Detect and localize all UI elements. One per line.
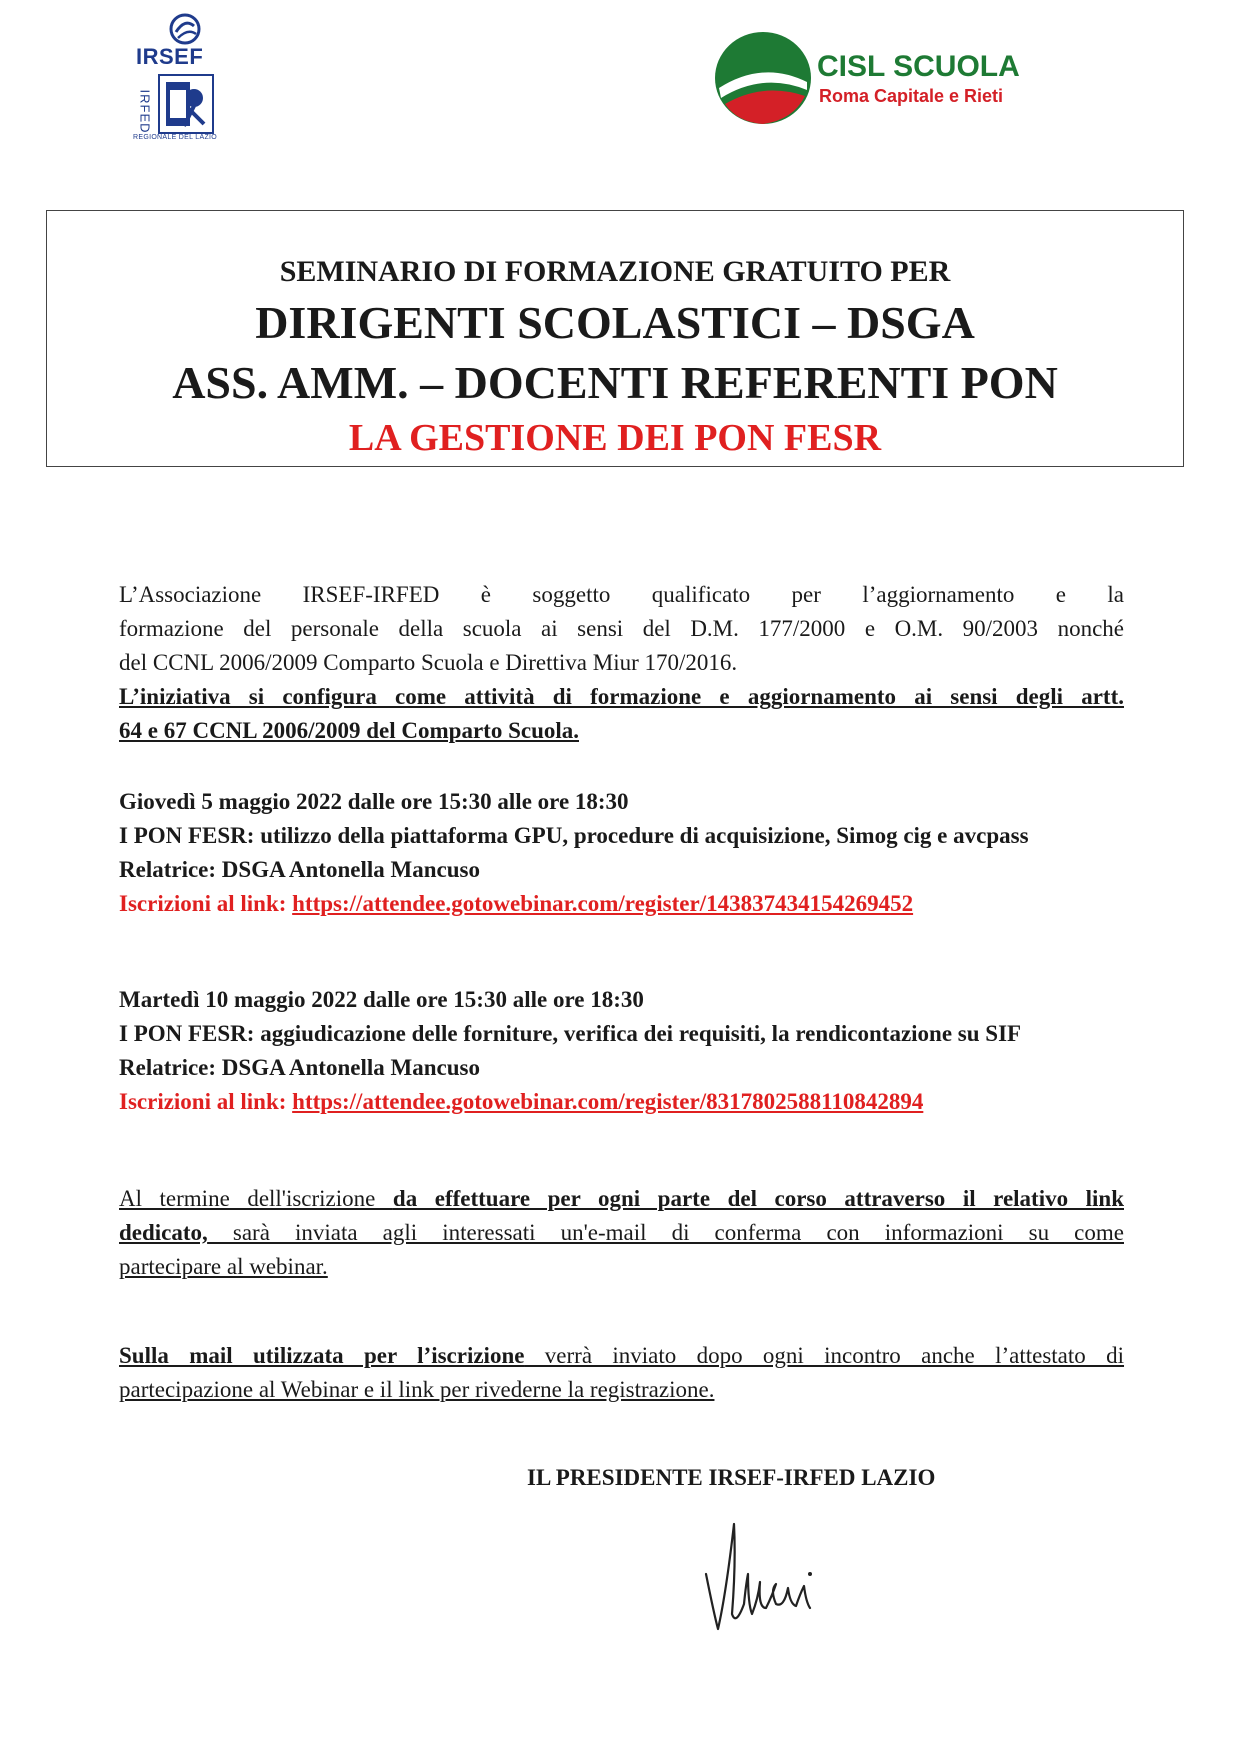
irsef-region-label: REGIONALE DEL LAZIO bbox=[133, 134, 218, 141]
closing2-part-a: Sulla mail utilizzata per l’iscrizione bbox=[119, 1343, 525, 1368]
irsef-irfed-logo bbox=[128, 12, 228, 140]
closing1-part-c: dedicato, bbox=[119, 1220, 208, 1245]
intro-line-underlined: 64 e 67 CCNL 2006/2009 del Comparto Scuola. bbox=[119, 718, 579, 743]
session-link-label: Iscrizioni al link: bbox=[119, 1089, 293, 1114]
session-2 bbox=[119, 983, 1124, 1119]
session-topic: I PON FESR: aggiudicazione delle forniture, verifica dei requisiti, la rendicontazione su SIF bbox=[119, 1021, 1022, 1046]
intro-line-underlined: L’iniziativa si configura come attività di formazione e aggiornamento ai sensi degli artt. bbox=[119, 684, 1124, 709]
irfed-wordmark: IRFED bbox=[137, 89, 153, 134]
session-topic: I PON FESR: utilizzo della piattaforma GPU, procedure di acquisizione, Simog cig e avcpass bbox=[119, 823, 1029, 848]
irsef-wordmark: IRSEF bbox=[136, 44, 204, 69]
irsef-swirl-icon bbox=[168, 12, 202, 46]
intro-line: formazione del personale della scuola ai sensi del D.M. 177/2000 e O.M. 90/2003 nonché bbox=[119, 616, 1124, 641]
session-speaker: Relatrice: DSGA Antonella Mancuso bbox=[119, 857, 480, 882]
cisl-name: CISL SCUOLA bbox=[817, 50, 1020, 83]
session-speaker: Relatrice: DSGA Antonella Mancuso bbox=[119, 1055, 480, 1080]
title-line-2: DIRIGENTI SCOLASTICI – DSGA bbox=[255, 297, 975, 348]
intro-line: del CCNL 2006/2009 Comparto Scuola e Direttiva Miur 170/2016. bbox=[119, 650, 738, 675]
closing2-part-b: verrà inviato dopo ogni incontro anche l’attestato di bbox=[524, 1343, 1125, 1368]
closing-paragraph-1 bbox=[119, 1182, 1124, 1284]
title-line-1: SEMINARIO DI FORMAZIONE GRATUITO PER bbox=[279, 255, 951, 288]
registration-link[interactable]: https://attendee.gotowebinar.com/register/143837434154269452 bbox=[292, 891, 914, 916]
intro-paragraph bbox=[119, 578, 1124, 748]
intro-line: L’Associazione IRSEF-IRFED è soggetto qualificato per l’aggiornamento e la bbox=[119, 582, 1124, 607]
closing1-part-b: da effettuare per ogni parte del corso attraverso il relativo link bbox=[392, 1186, 1124, 1211]
handwritten-signature bbox=[686, 1504, 836, 1644]
irsef-emblem-icon bbox=[158, 74, 214, 134]
president-title: IL PRESIDENTE IRSEF-IRFED LAZIO bbox=[527, 1465, 936, 1490]
cisl-scuola-logo bbox=[713, 30, 1053, 126]
title-line-3: ASS. AMM. – DOCENTI REFERENTI PON bbox=[172, 357, 1058, 408]
session-link-label: Iscrizioni al link: bbox=[119, 891, 293, 916]
cisl-flag-icon bbox=[713, 30, 813, 126]
title-line-4: LA GESTIONE DEI PON FESR bbox=[348, 417, 882, 459]
session-date: Martedì 10 maggio 2022 dalle ore 15:30 alle ore 18:30 bbox=[119, 987, 644, 1012]
closing1-part-e: partecipare al webinar. bbox=[119, 1254, 328, 1279]
closing1-part-a: Al termine dell'iscrizione bbox=[119, 1186, 393, 1211]
cisl-subtitle: Roma Capitale e Rieti bbox=[819, 86, 1004, 106]
closing1-part-d: sarà inviata agli interessati un'e-mail di conferma con informazioni su come bbox=[207, 1220, 1124, 1245]
registration-link[interactable]: https://attendee.gotowebinar.com/register/8317802588110842894 bbox=[292, 1089, 924, 1114]
session-date: Giovedì 5 maggio 2022 dalle ore 15:30 alle ore 18:30 bbox=[119, 789, 629, 814]
session-1 bbox=[119, 785, 1124, 921]
title-box bbox=[46, 210, 1184, 467]
closing-paragraph-2 bbox=[119, 1339, 1124, 1407]
closing2-part-c: partecipazione al Webinar e il link per rivederne la registrazione. bbox=[119, 1377, 715, 1402]
